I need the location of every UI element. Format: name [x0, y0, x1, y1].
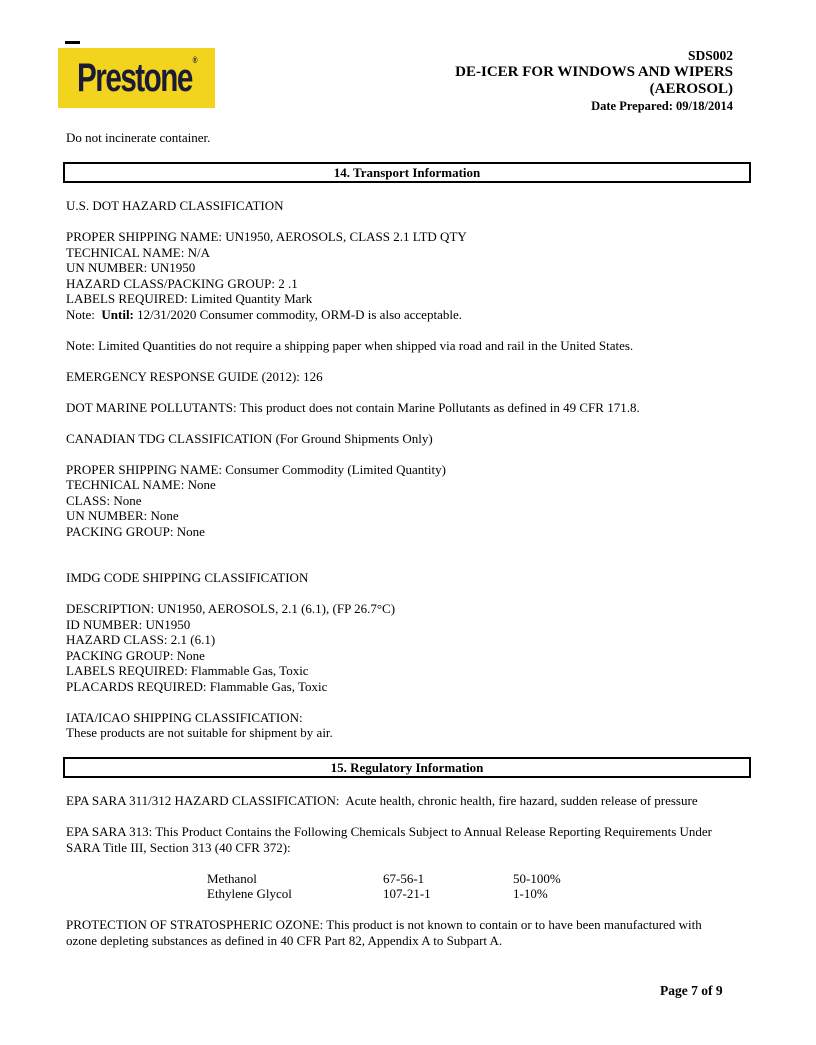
cdn-un-number-line: UN NUMBER: None [66, 508, 179, 523]
page-corner-mark [65, 41, 80, 44]
imdg-placards-required-line: PLACARDS REQUIRED: Flammable Gas, Toxic [66, 678, 328, 694]
note-prefix: Note: [66, 306, 102, 322]
ozone-line1: PROTECTION OF STRATOSPHERIC OZONE: This product is not known to contain or to have been manufactured with [66, 917, 702, 932]
us-dot-classification-block [66, 229, 751, 322]
proper-shipping-name-line: PROPER SHIPPING NAME: UN1950, AEROSOLS, CLASS 2.1 LTD QTY [66, 229, 467, 244]
prestone-wordmark: Prestone [76, 56, 192, 100]
dot-marine-pollutants: DOT MARINE POLLUTANTS: This product does not contain Marine Pollutants as defined in 49 CFR 171.8. [66, 399, 640, 415]
imdg-id-number-line: ID NUMBER: UN1950 [66, 616, 191, 632]
imdg-labels-required-line: LABELS REQUIRED: Flammable Gas, Toxic [66, 663, 309, 678]
technical-name-line: TECHNICAL NAME: N/A [66, 244, 210, 260]
canadian-tdg-block [66, 462, 751, 540]
ozone-paragraph [66, 917, 751, 948]
ozone-line2: ozone depleting substances as defined in 40 CFR Part 82, Appendix A to Subpart A. [66, 932, 503, 948]
prestone-logo [58, 48, 215, 108]
iata-statement: These products are not suitable for shipment by air. [66, 725, 333, 740]
date-prepared: Date Prepared: 09/18/2014 [591, 99, 733, 113]
imdg-packing-group-line: PACKING GROUP: None [66, 647, 205, 663]
cdn-proper-shipping-name-line: PROPER SHIPPING NAME: Consumer Commodity (Limited Quantity) [66, 461, 446, 477]
registered-trademark-icon: ® [192, 54, 198, 65]
chemical-percent: 50-100% [513, 870, 561, 886]
us-dot-heading: U.S. DOT HAZARD CLASSIFICATION [66, 198, 284, 213]
document-header [455, 48, 733, 115]
section-15-title: 15. Regulatory Information [330, 759, 484, 775]
section-14-title: 14. Transport Information [333, 164, 481, 180]
imdg-hazard-class-line: HAZARD CLASS: 2.1 (6.1) [66, 632, 216, 647]
imdg-heading: IMDG CODE SHIPPING CLASSIFICATION [66, 570, 309, 585]
doc-code: SDS002 [687, 48, 733, 63]
note-limited-quantities: Note: Limited Quantities do not require a shipping paper when shipped via road and rail in the United States. [66, 337, 634, 353]
prestone-logo-text [76, 54, 198, 100]
iata-block [66, 710, 751, 741]
chemical-cas: 107-21-1 [383, 886, 431, 901]
labels-required-line: LABELS REQUIRED: Limited Quantity Mark [66, 291, 313, 306]
sara-313-line2: SARA Title III, Section 313 (40 CFR 372): [66, 839, 291, 855]
sara-313-line1: EPA SARA 313: This Product Contains the Following Chemicals Subject to Annual Release Reporting Requirements Under [66, 824, 712, 839]
iata-heading: IATA/ICAO SHIPPING CLASSIFICATION: [66, 709, 303, 725]
table-row [66, 871, 751, 887]
product-title-line2: (AEROSOL) [649, 81, 733, 97]
note-until-line [66, 307, 751, 323]
note-until-bold: Until: [101, 306, 134, 322]
chemical-percent: 1-10% [513, 886, 548, 901]
page-number: Page 7 of 9 [660, 983, 723, 998]
un-number-line: UN NUMBER: UN1950 [66, 260, 196, 275]
sara-311-312-line: EPA SARA 311/312 HAZARD CLASSIFICATION: Acute health, chronic health, fire hazard, sudden release of pressure [66, 793, 698, 808]
chemical-table [66, 871, 751, 902]
chemical-name: Ethylene Glycol [207, 886, 292, 901]
table-row [66, 886, 751, 902]
imdg-block [66, 601, 751, 694]
cdn-class-line: CLASS: None [66, 492, 142, 508]
sara-313-paragraph [66, 824, 751, 855]
cdn-technical-name-line: TECHNICAL NAME: None [66, 477, 216, 492]
canadian-tdg-heading: CANADIAN TDG CLASSIFICATION (For Ground Shipments Only) [66, 430, 433, 446]
intro-note: Do not incinerate container. [66, 130, 211, 145]
section-15-header [63, 757, 751, 778]
document-body [66, 130, 751, 948]
hazard-class-line: HAZARD CLASS/PACKING GROUP: 2 .1 [66, 275, 298, 291]
note-rest: 12/31/2020 Consumer commodity, ORM-D is also acceptable. [133, 306, 462, 322]
chemical-cas: 67-56-1 [383, 870, 425, 886]
section-14-header [63, 162, 751, 183]
emergency-response-guide: EMERGENCY RESPONSE GUIDE (2012): 126 [66, 368, 323, 384]
chemical-name: Methanol [207, 870, 257, 886]
product-title-line1: DE-ICER FOR WINDOWS AND WIPERS [455, 64, 733, 80]
cdn-packing-group-line: PACKING GROUP: None [66, 523, 205, 539]
imdg-description-line: DESCRIPTION: UN1950, AEROSOLS, 2.1 (6.1), (FP 26.7°C) [66, 601, 396, 616]
